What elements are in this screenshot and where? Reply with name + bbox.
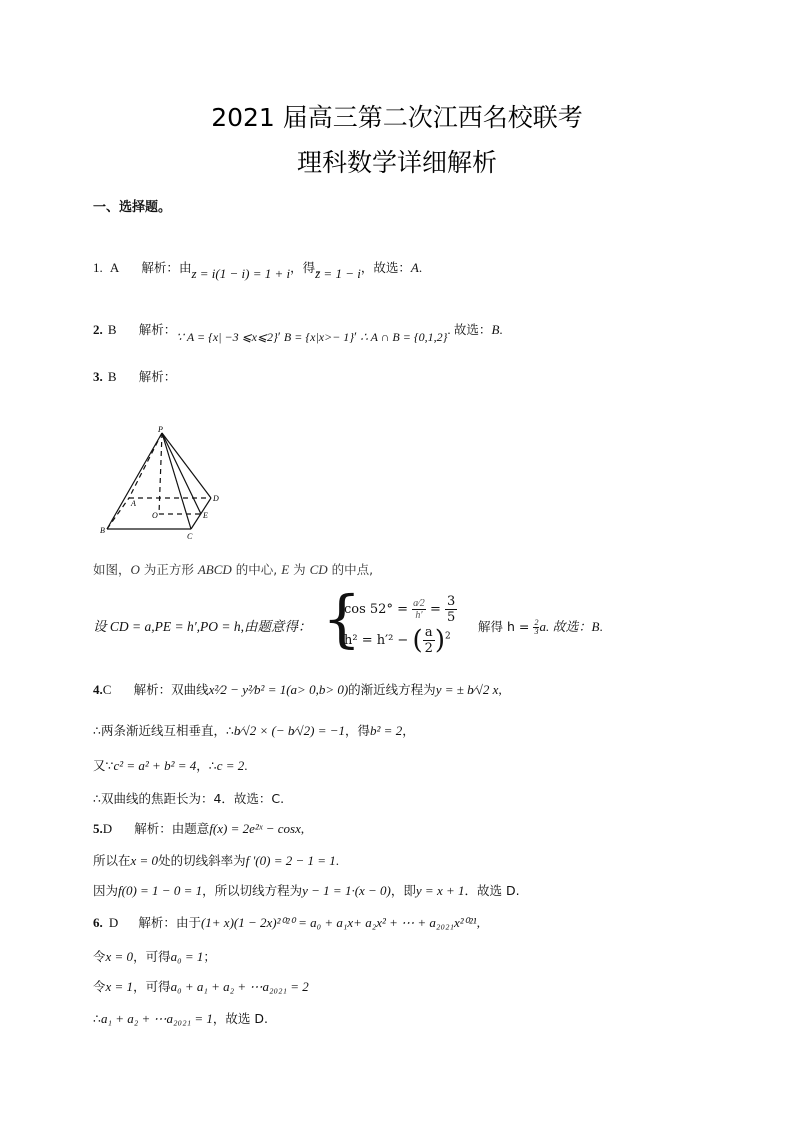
text: 故选： xyxy=(453,322,492,337)
question-4 xyxy=(93,681,502,700)
system-eq-1 xyxy=(344,594,457,625)
text: 因为 xyxy=(93,883,119,898)
text: 双曲线 xyxy=(171,682,209,697)
fraction-denominator: h′ xyxy=(415,610,423,621)
question-1 xyxy=(93,259,423,281)
text: 由于 xyxy=(175,915,201,930)
text: a. 故选： xyxy=(539,619,592,634)
analysis-label: 解析： xyxy=(138,915,176,930)
q3-solution xyxy=(478,618,603,637)
label-P: P xyxy=(158,425,163,434)
choice: B xyxy=(491,322,500,337)
equation: (1+ x)(1 − 2x)²⁰²⁰ = a₀ + a₁x+ a₂x² + ⋯ + a₂₀₂₁x²⁰²¹ xyxy=(200,915,477,930)
answer-letter: A xyxy=(109,260,120,275)
analysis-label: 解析： xyxy=(133,682,172,697)
text: ，故选 D. xyxy=(212,1011,268,1026)
label-D: D xyxy=(213,494,219,503)
equation: f ′(0) = 2 − 1 = 1 xyxy=(245,853,336,868)
label-C: C xyxy=(187,532,193,541)
math-var: O xyxy=(130,562,140,577)
text: ．故选 D. xyxy=(464,883,520,898)
equation: a₀ + a₁ + a₂ + ⋯a₂₀₂₁ = 2 xyxy=(170,979,309,994)
text: 解得 h = xyxy=(478,619,530,634)
question-number: 5. xyxy=(93,821,103,836)
label-O: O xyxy=(152,511,158,520)
punct: , xyxy=(498,682,502,697)
fraction-denominator: 5 xyxy=(446,610,456,625)
text: 所以在 xyxy=(93,853,131,868)
question-number: 6. xyxy=(93,915,103,930)
question-number: 3. xyxy=(93,369,103,384)
equation: f(x) = 2e²ˣ − cosx xyxy=(209,821,301,836)
punct: . xyxy=(499,322,503,337)
text: ，∴ xyxy=(196,758,217,773)
text: ，所以切线方程为 xyxy=(202,883,303,898)
label-A: A xyxy=(131,499,136,508)
analysis-label: 解析： xyxy=(134,821,172,836)
answer-letter: B xyxy=(107,369,117,384)
text: 为 xyxy=(289,562,310,577)
text: 的中心, xyxy=(231,562,282,577)
analysis-label: 解析： xyxy=(141,260,179,275)
equation: y = x + 1 xyxy=(415,883,465,898)
punct: ， xyxy=(402,723,415,738)
equation: cos 52° = xyxy=(344,602,408,617)
q5-line-3 xyxy=(93,882,520,901)
document-title: 2021 届高三第二次江西名校联考 xyxy=(211,103,583,132)
punct: . xyxy=(599,619,603,634)
analysis-label: 解析： xyxy=(138,369,177,384)
q4-line-4 xyxy=(93,790,284,809)
q4-line-3 xyxy=(93,757,247,776)
question-5 xyxy=(93,820,304,839)
fraction-numerator: 3 xyxy=(446,594,456,609)
equation: x = 0 xyxy=(130,853,159,868)
q6-line-4 xyxy=(93,1010,268,1029)
math-var: CD xyxy=(309,562,328,577)
question-number: 2. xyxy=(93,322,103,337)
equation: f(0) = 1 − 0 = 1 xyxy=(118,883,203,898)
text: 令 xyxy=(93,949,106,964)
equation: y = ± b⁄√2 x xyxy=(435,682,499,697)
equation: a₀ = 1 xyxy=(170,949,204,964)
text: 的渐近线方程为 xyxy=(348,682,436,697)
q5-line-2 xyxy=(93,852,339,871)
punct: , xyxy=(300,821,305,836)
equation: y − 1 = 1·(x − 0) xyxy=(302,883,391,898)
text: ，故选： xyxy=(360,260,411,275)
q3-setup xyxy=(93,618,312,637)
equation: x²⁄2 − y²⁄b² = 1(a> 0,b> 0) xyxy=(208,682,349,697)
text: 由 xyxy=(178,260,192,275)
text: 为正方形 xyxy=(139,562,198,577)
equation: x = 1 xyxy=(105,979,134,994)
equals: = xyxy=(429,602,441,617)
equation: z̄ = 1 − i xyxy=(315,266,361,281)
analysis-label: 解析： xyxy=(138,322,177,337)
pyramid-figure xyxy=(95,422,230,542)
punct: . xyxy=(335,853,340,868)
q3-description xyxy=(93,561,373,580)
equation: b² = 2 xyxy=(370,723,403,738)
text: ，即 xyxy=(390,883,416,898)
fraction-denominator: 3 xyxy=(534,627,539,636)
question-number: 4. xyxy=(93,682,103,697)
text: 令 xyxy=(93,979,106,994)
question-6 xyxy=(93,914,480,933)
math-var: E xyxy=(281,562,290,577)
equation: B = {x|x>− 1} xyxy=(283,330,355,344)
text: ，得 xyxy=(290,260,316,275)
text: 又∵ xyxy=(93,758,114,773)
document-subtitle: 理科数学详细解析 xyxy=(296,148,497,177)
fraction-denominator: 2 xyxy=(424,641,433,656)
text: 的中点, xyxy=(327,562,374,577)
fraction-numerator: a xyxy=(423,625,435,641)
text: ∴两条渐近线互相垂直，∴ xyxy=(93,723,234,738)
text: ，得 xyxy=(345,723,371,738)
q4-line-2 xyxy=(93,722,415,741)
system-brace: { xyxy=(322,582,362,655)
equation: 设 CD = a,PE = h′,PO = h,由题意得： xyxy=(93,619,312,634)
punct: . xyxy=(244,758,248,773)
equation: c = 2 xyxy=(216,758,245,773)
choice: B xyxy=(591,619,600,634)
label-E: E xyxy=(203,511,208,520)
text: 由题意 xyxy=(171,821,210,836)
answer-letter: B xyxy=(107,322,117,337)
equation: b⁄√2 × (− b⁄√2) = −1 xyxy=(233,723,346,738)
question-number: 1. xyxy=(93,260,103,275)
q6-line-3 xyxy=(93,978,309,997)
text: ∴双曲线的焦距长为：4．故选：C. xyxy=(93,791,285,806)
choice: A xyxy=(410,260,419,275)
punct: ； xyxy=(203,949,216,964)
equation: a₁ + a₂ + ⋯a₂₀₂₁ = 1 xyxy=(100,1011,213,1026)
equation: h² = h′² − xyxy=(344,633,413,648)
text: ，可得 xyxy=(133,979,171,994)
punct: , xyxy=(476,915,480,930)
math-var: ABCD xyxy=(197,562,232,577)
punct: . xyxy=(418,260,423,275)
text: ，可得 xyxy=(133,949,171,964)
section-heading: 一、选择题。 xyxy=(93,200,172,215)
text: 处的切线斜率为 xyxy=(158,853,246,868)
text: 如图， xyxy=(93,562,131,577)
system-eq-2: h² = h′² − ( $\frac{a}{2}$ )$^2$ xyxy=(344,625,451,656)
fraction-numerator: 2 xyxy=(534,618,539,627)
question-2: 2. B 解析：∵ A = {x| −3 ⩽x⩽2}′ B = {x|x>− 1}′ ∴ A ∩ B = {0,1,2}. 故选：B. xyxy=(93,322,503,344)
text: ∴ xyxy=(93,1011,101,1026)
answer-letter: D xyxy=(108,915,119,930)
equation: x = 0 xyxy=(105,949,134,964)
label-B: B xyxy=(100,526,105,535)
equation: z = i(1 − i) = 1 + i xyxy=(191,266,291,281)
equation: ∵ A = {x| −3 ⩽x⩽2} xyxy=(176,330,278,344)
answer-letter: C xyxy=(102,682,112,697)
q6-line-2 xyxy=(93,948,216,967)
answer-letter: D xyxy=(102,821,113,836)
equation: ∴ A ∩ B = {0,1,2} xyxy=(360,330,448,344)
fraction-numerator: a⁄2 xyxy=(413,598,425,609)
question-3 xyxy=(93,368,176,387)
equation: c² = a² + b² = 4 xyxy=(113,758,197,773)
